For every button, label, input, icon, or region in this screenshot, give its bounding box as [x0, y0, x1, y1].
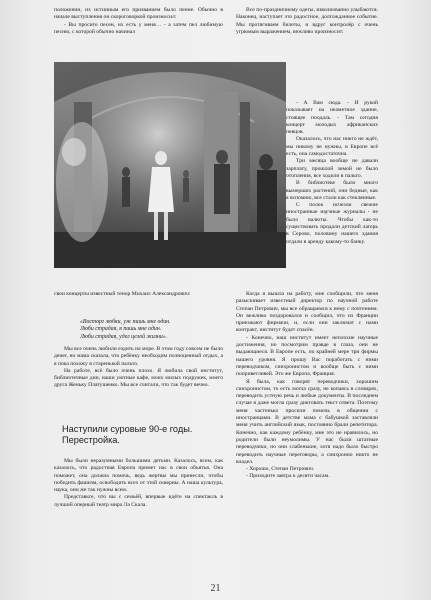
- paragraph: Три месяца вообще не давали зарплату, прошлой зимой не было отопления, все ходили в пальто.: [286, 158, 378, 179]
- paragraph: - Приходите завтра к десяти часам.: [246, 473, 330, 480]
- text-column-right-bottom: [236, 291, 378, 481]
- page-number: 21: [210, 583, 221, 594]
- paragraph: На работе, всё было очень плохо. Я любила свой институт, библиотечные дни, наши уютные кафе, моих милых подружек, моего друга Женьку Платушенко. Мы все считали, что так будет вечно.: [54, 367, 223, 389]
- paragraph: Когда я вышла на работу, мне сообщили, что меня разыскивает известный директор по научной работе Степан Петрович, мы все обращаемся к нему с почтением. Он вежливо поздоровался и сообщил, что из Франции приезжают фирмачи, и, если они заключат с нами контракт, институт будет спасён.: [236, 291, 378, 334]
- text-column-left-after-quote: [54, 346, 223, 390]
- paragraph: С полок исчезли свежие иностранные научные журналы - не было валюты. Чтобы как-то существовать продали детский лагерь в Серово, половину нашего здания отдали в аренду какому-то банку.: [286, 202, 378, 245]
- text-column-left-bottom: [54, 458, 223, 509]
- paragraph: - Вы просите песен, их есть у меня… - а затем пел любимую песню, с которой обычно начинал: [54, 21, 223, 35]
- paragraph: Я была, как говорят переводчики, хорошим синхронистом, то есть могла сразу, не копаясь в словарях, переводить устную речь и любые документы. В последнем случае я даже могла сразу диктовать текст ответа. Поэтому меня частенько просили помочь в общении с иностранцами. В детстве мама с бабушкой заставляли меня учить английский язык, постоянно брали репетитора. Конечно, как каждому ребёнку, мне это не нравилось, но родители были неумолимы. У нас были штатные переводчики, но они слабенькие, хотя надо было быстро переводить научные переговоры, а синхронно никто не владел.: [236, 378, 378, 465]
- text-column-left-top: [54, 7, 223, 36]
- paragraph: свои концерты известный тенор Михаил Александрович:: [54, 291, 191, 297]
- paragraph: - Хорошо, Степан Петрович.: [246, 466, 315, 473]
- photo-illustration: [54, 62, 286, 268]
- paragraph: положении, их истинным его призванием было пение. Обычно в начале выступления он скороговоркой произносил:: [54, 7, 223, 21]
- metro-performer-photo: [54, 62, 286, 268]
- text-column-right-narrow: [286, 100, 378, 246]
- paragraph: В библиотеке было много вымерших растений, они бедные, как я вспомню, все стали как стеклянные.: [286, 180, 378, 201]
- quote-line: Люби страдая, удел целой жизни».: [80, 333, 168, 340]
- text-column-left-middle: [54, 291, 223, 298]
- paragraph: Мы были неразумными большими детьми. Казалось, всем, как казалось, что радостная Европа примет нас в свои объятья. Она поможет, она должна помочь, ведь жертвы мы принесли, чтобы победить фашизм, освободить всех от этой скверны. А наша культура, наука, они же так нужны всем.: [54, 458, 223, 494]
- paragraph: - Конечно, наш институт имеет неплохие научные достижения, но посмотрим правде в глаза, они не выдающиеся. В Европе есть, по крайней мере три фирмы нашего уровня. Я прошу Вас поработать с ними переводчиком, синхронистом и вообще быть с ними поприветливей. Это же Европа, Франция.: [236, 334, 378, 378]
- paragraph: Мы все очень любили ездить на море. В этом году совсем не было денег, но мама сказала, что ребёнку необходим полноценный отдых, а я пока похожу в старенькой пальто.: [54, 346, 223, 367]
- text-column-right-top: [236, 7, 378, 36]
- section-heading: Наступили суровые 90-е годы. Перестройка.: [62, 424, 193, 445]
- paragraph: Представьте, что вы с семьёй, впервые идёте на спектакль в лучший оперный театр мира Ла Скала.: [54, 494, 223, 508]
- song-quote: [80, 319, 210, 341]
- paragraph: - А Вам сюда. - И рукой показывает на неаметное здание, стоящее поодаль. - Там сегодня концерт молодых африканских певцов.: [286, 100, 378, 136]
- quote-line: Люби страдая, я пишь мне один.: [80, 326, 162, 333]
- paragraph: Оказалось, что нас никто не ждёт, мы никому не нужны, в Европе всё есть, она самодостаточна.: [286, 136, 378, 158]
- paragraph: Все по-праздничному одеты, взволнованно улыбаются. Наконец, наступает это радостное, долгожданное событие. Мы протягиваем билеты, и вдруг контролёр с очень угрюмым выражением, вежливо произносит:: [236, 7, 378, 35]
- quote-line: «Восторг любви, уж пишь мне один.: [80, 319, 171, 325]
